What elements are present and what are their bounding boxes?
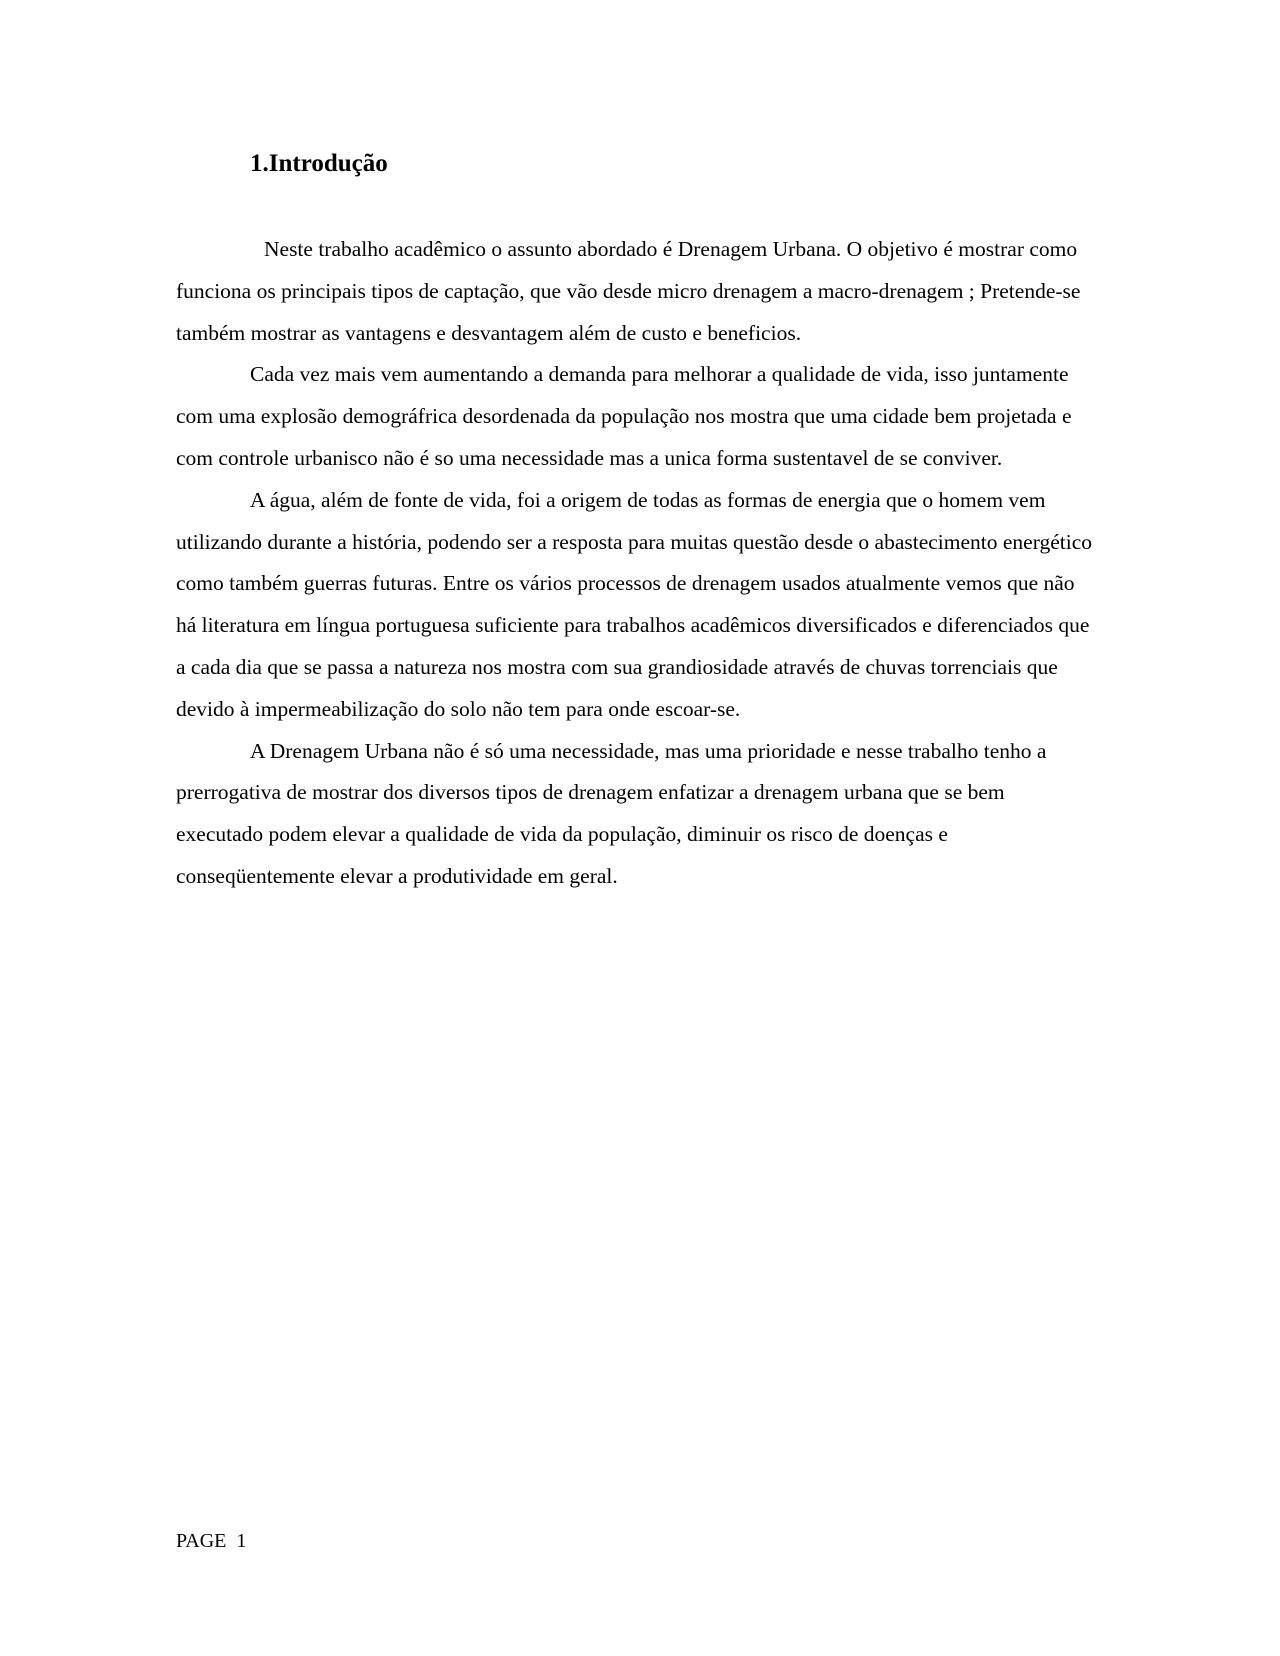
paragraph-4: A Drenagem Urbana não é só uma necessidade, mas uma prioridade e nesse trabalho tenho a prerrogativa de mostrar dos diversos tipos de drenagem enfatizar a drenagem urbana que se bem executado podem elevar a qualidade de vida da população, diminuir os risco de doenças e conseqüentemente elevar a produtividade em geral. <box>176 738 1047 888</box>
paragraph-2: Cada vez mais vem aumentando a demanda para melhorar a qualidade de vida, isso juntamente com uma explosão demográfrica desordenada da população nos mostra que uma cidade bem projetada e com controle urbanisco não é so uma necessidade mas a unica forma sustentavel de se conviver. <box>176 362 1072 470</box>
body-text <box>176 229 1096 898</box>
paragraph-1: Neste trabalho acadêmico o assunto abordado é Drenagem Urbana. O objetivo é mostrar como funciona os principais tipos de captação, que vão desde micro drenagem a macro-drenagem ; Pretende-se também mostrar as vantagens e desvantagem além de custo e beneficios. <box>176 237 1081 345</box>
page-number-footer: PAGE 1 <box>176 1530 247 1552</box>
paragraph-3: A água, além de fonte de vida, foi a origem de todas as formas de energia que o homem vem utilizando durante a história, podendo ser a resposta para muitas questão desde o abastecimento energético como também guerras futuras. Entre os vários processos de drenagem usados atualmente vemos que não há literatura em língua portuguesa suficiente para trabalhos acadêmicos diversificados e diferenciados que a cada dia que se passa a natureza nos mostra com sua grandiosidade através de chuvas torrenciais que devido à impermeabilização do solo não tem para onde escoar-se. <box>176 487 1093 721</box>
section-heading: 1.Introdução <box>250 150 388 177</box>
